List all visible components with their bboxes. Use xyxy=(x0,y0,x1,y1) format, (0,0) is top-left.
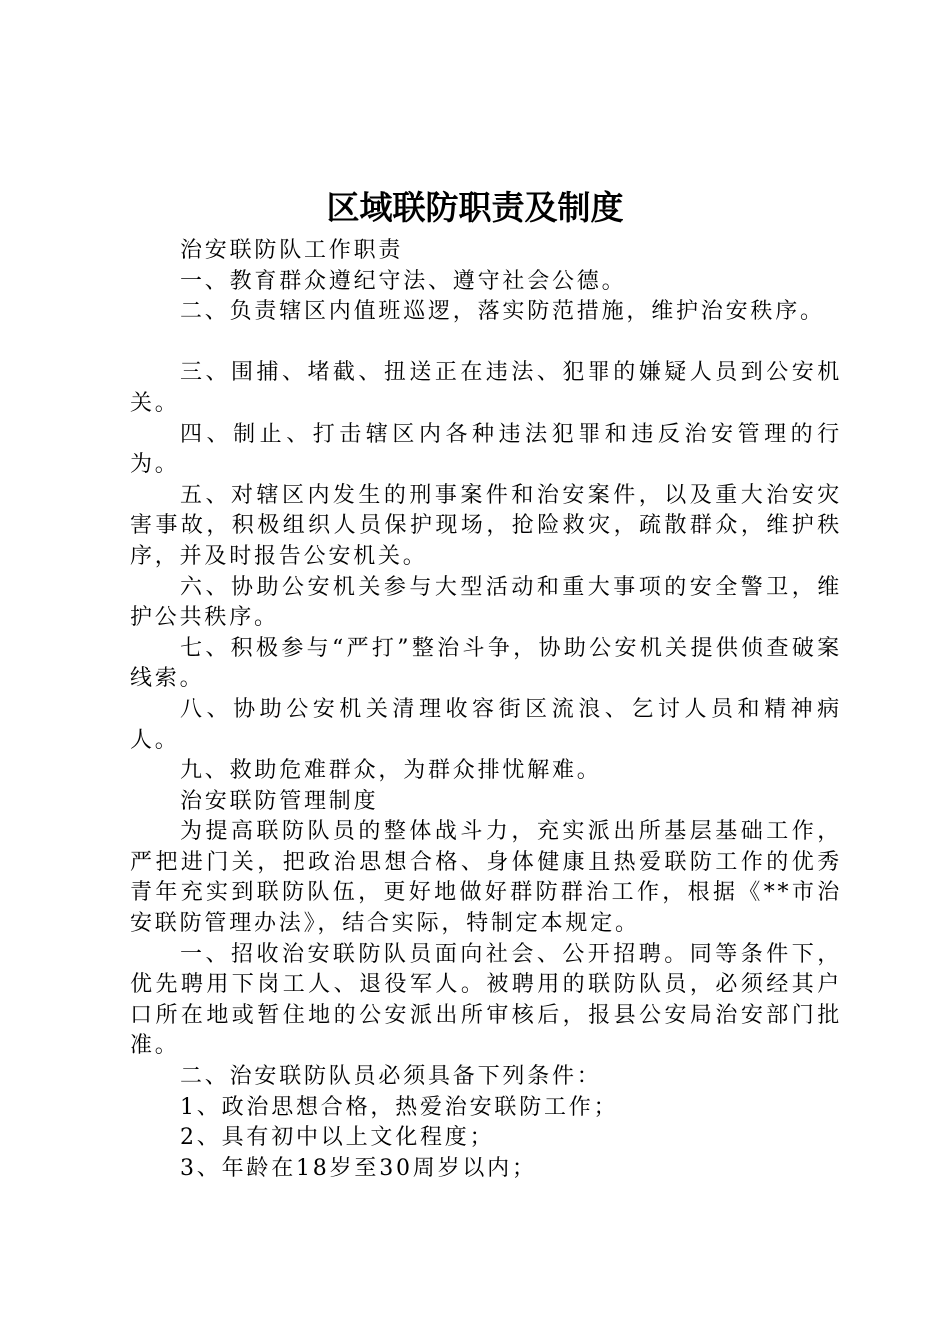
list-item-condition-2: 2、具有初中以上文化程度； xyxy=(180,1125,495,1151)
paragraph-preamble: 为提高联防队员的整体战斗力，充实派出所基层基础工作，严把进门关，把政治思想合格、身体健康且热爱联防工作的优秀青年充实到联防队伍，更好地做好群防群治工作，根据《**市治安联防管理办法》，结合实际，特制定本规定。 xyxy=(130,819,842,937)
list-item-condition-3: 3、年龄在18岁至30周岁以内； xyxy=(180,1155,537,1181)
section-heading-duties: 治安联防队工作职责 xyxy=(180,238,404,263)
paragraph-duty-8: 八、协助公安机关清理收容街区流浪、乞讨人员和精神病人。 xyxy=(130,696,842,753)
paragraph-rule-2: 二、治安联防队员必须具备下列条件： xyxy=(180,1064,602,1090)
paragraph-duty-1: 一、教育群众遵纪守法、遵守社会公德。 xyxy=(180,268,627,294)
paragraph-duty-4: 四、制止、打击辖区内各种违法犯罪和违反治安管理的行为。 xyxy=(130,421,842,478)
list-item-condition-1: 1、政治思想合格，热爱治安联防工作； xyxy=(180,1094,619,1120)
paragraph-duty-5: 五、对辖区内发生的刑事案件和治安案件，以及重大治安灾害事故，积极组织人员保护现场，抢险救灾，疏散群众，维护秩序，并及时报告公安机关。 xyxy=(130,482,842,569)
document-body xyxy=(130,236,842,1184)
section-heading-management: 治安联防管理制度 xyxy=(180,788,379,814)
document-title: 区域联防职责及制度 xyxy=(326,188,624,227)
paragraph-duty-2: 二、负责辖区内值班巡逻，落实防范措施，维护治安秩序。 xyxy=(180,299,825,325)
blank-line xyxy=(130,328,842,359)
paragraph-rule-1: 一、招收治安联防队员面向社会、公开招聘。同等条件下，优先聘用下岗工人、退役军人。被聘用的联防队员，必须经其户口所在地或暂住地的公安派出所审核后，报县公安局治安部门批准。 xyxy=(130,941,842,1059)
paragraph-duty-3: 三、围捕、堵截、扭送正在违法、犯罪的嫌疑人员到公安机关。 xyxy=(130,360,842,416)
paragraph-duty-6: 六、协助公安机关参与大型活动和重大事项的安全警卫，维护公共秩序。 xyxy=(130,574,842,631)
paragraph-duty-7: 七、积极参与“严打”整治斗争，协助公安机关提供侦查破案线索。 xyxy=(130,635,842,692)
paragraph-duty-9: 九、救助危难群众，为群众排忧解难。 xyxy=(180,758,602,784)
